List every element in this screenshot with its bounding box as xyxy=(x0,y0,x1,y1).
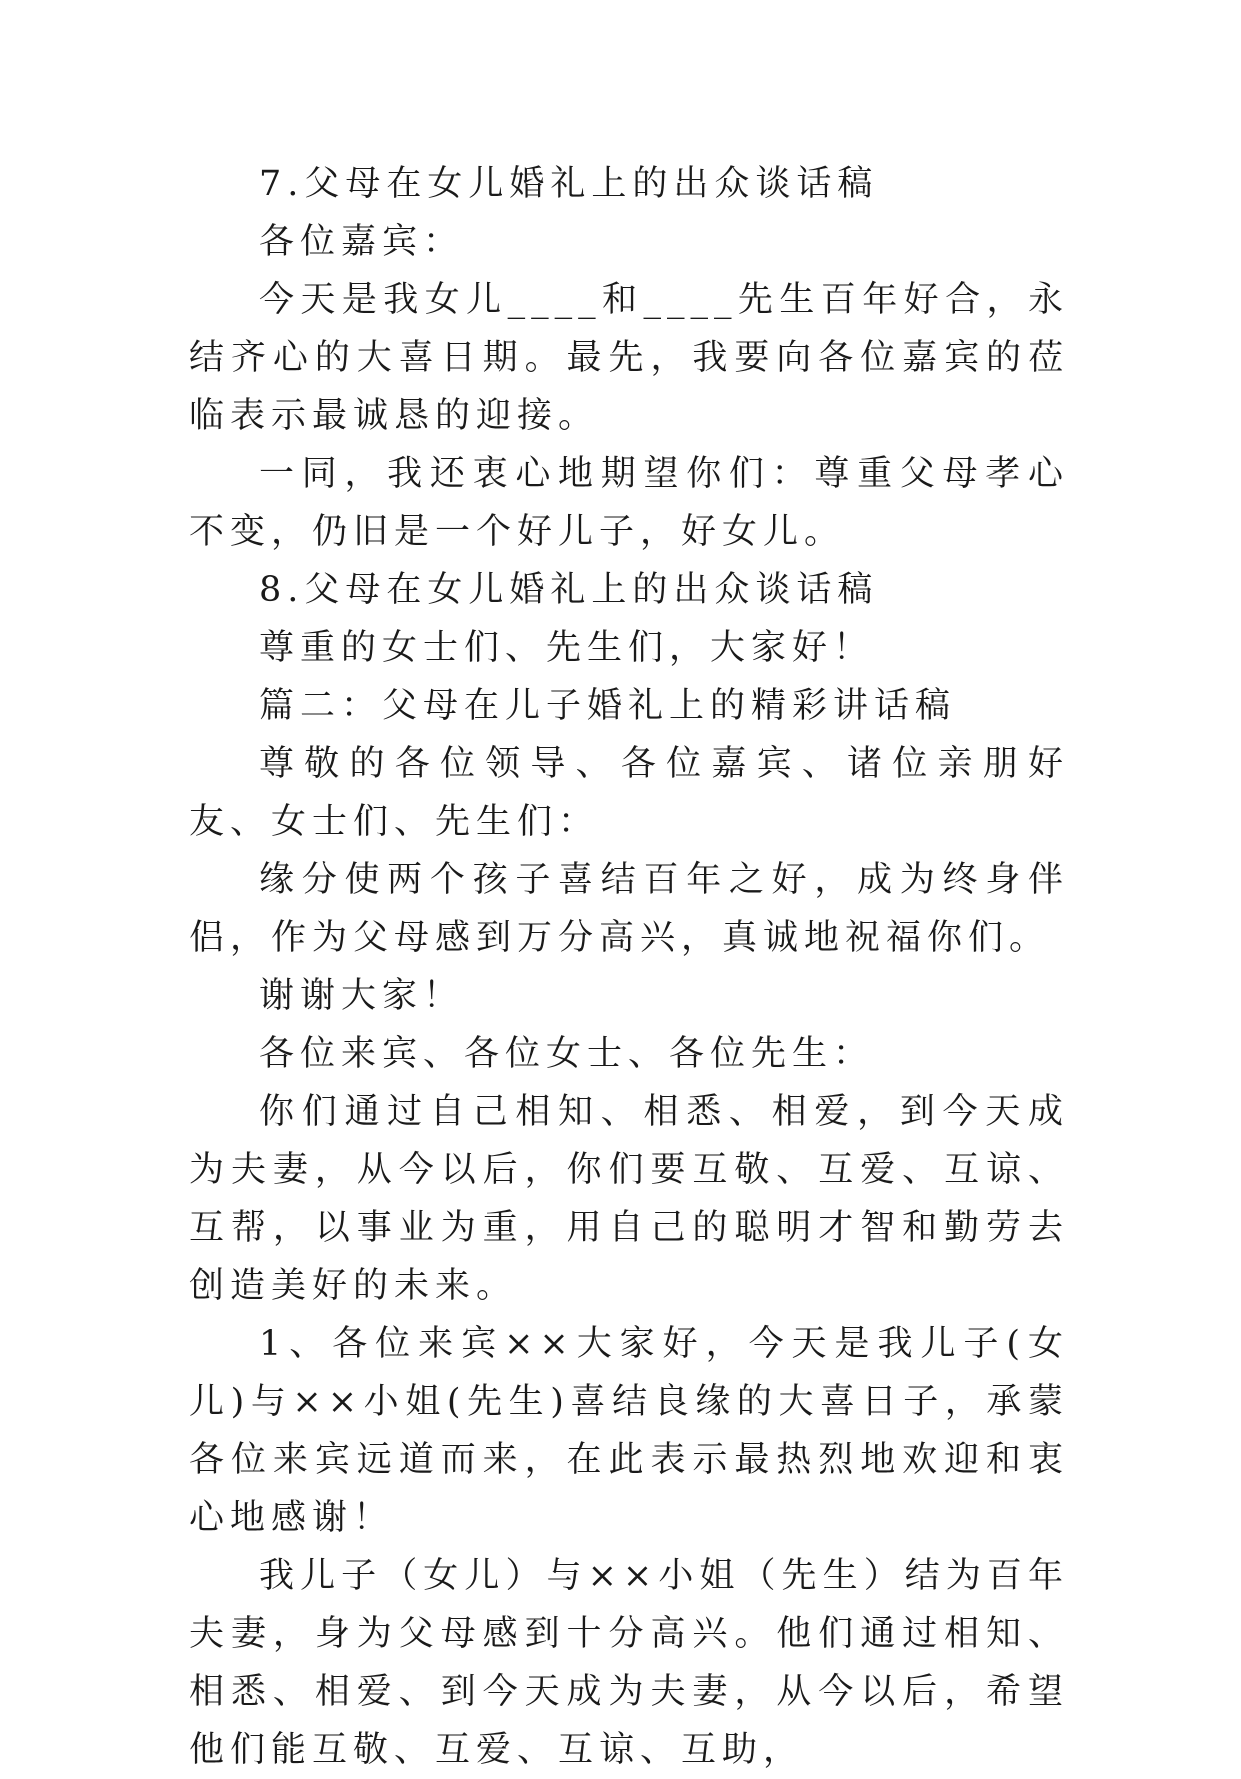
document-body xyxy=(189,155,1069,1779)
section-heading-8: 8.父母在女儿婚礼上的出众谈话稿 xyxy=(259,570,879,610)
section-heading-part-two: 篇二：父母在儿子婚礼上的精彩讲话稿 xyxy=(259,686,957,726)
salutation: 尊重的女士们、先生们，大家好！ xyxy=(259,628,875,668)
paragraph: 你们通过自己相知、相悉、相爱，到今天成为夫妻，从今以后，你们要互敬、互爱、互谅、互帮，以事业为重，用自己的聪明才智和勤劳去创造美好的未来。 xyxy=(189,1092,1069,1306)
paragraph: 我儿子（女儿）与××小姐（先生）结为百年夫妻，身为父母感到十分高兴。他们通过相知、相悉、相爱、到今天成为夫妻，从今以后，希望他们能互敬、互爱、互谅、互助， xyxy=(189,1556,1069,1770)
salutation: 尊敬的各位领导、各位嘉宾、诸位亲朋好友、女士们、先生们： xyxy=(189,744,1069,842)
paragraph: 1、各位来宾××大家好，今天是我儿子(女儿)与××小姐(先生)喜结良缘的大喜日子，承蒙各位来宾远道而来，在此表示最热烈地欢迎和衷心地感谢！ xyxy=(189,1324,1069,1538)
section-heading-7: 7.父母在女儿婚礼上的出众谈话稿 xyxy=(259,164,879,204)
salutation: 各位嘉宾： xyxy=(259,222,465,262)
closing-thanks: 谢谢大家！ xyxy=(259,976,465,1016)
paragraph: 今天是我女儿____和____先生百年好合，永结齐心的大喜日期。最先，我要向各位嘉宾的莅临表示最诚恳的迎接。 xyxy=(189,280,1069,436)
paragraph: 缘分使两个孩子喜结百年之好，成为终身伴侣，作为父母感到万分高兴，真诚地祝福你们。 xyxy=(189,860,1069,958)
salutation: 各位来宾、各位女士、各位先生： xyxy=(259,1034,875,1074)
paragraph: 一同，我还衷心地期望你们：尊重父母孝心不变，仍旧是一个好儿子，好女儿。 xyxy=(189,454,1069,552)
